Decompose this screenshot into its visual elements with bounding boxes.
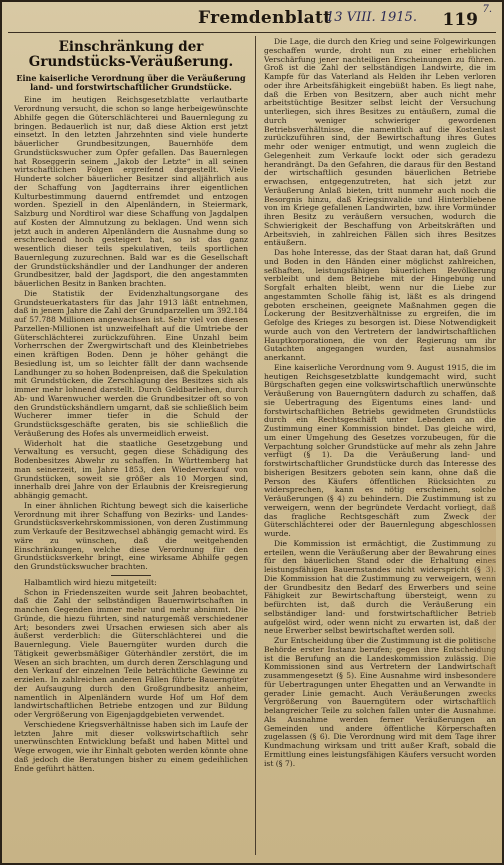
left-paragraph: Eine im heutigen Reichsgesetzblatte verlautbarte Verordnung versucht, die schon so lange herbeigewünschte Abhilfe gegen die Güterschlächterei und Bauernlegung zu bringen. Bedauerlich ist nur, daß diese Aktion erst jetzt einsetzt. In den letzten Jahrzehnten sind viele hunderte bäuerlicher Grundbesitzungen, Bauernhöfe dem Grundstückswucher zum Opfer gefallen. Das Bauernlegen hat Roseggerin seinem „Jakob der Letzte“ in all seinen wirtschaftlichen Folgen ergreifend dargestellt. Viele Hunderte solcher bäuerlicher Besitzer sind alljährlich aus der Schaffung von Jagdterrains ihrer eigentlichen Kulturbestimmung dauernd entfremdet und entzogen worden. Speziell in den Alpenländern, in Steiermark, Salzburg und Nordtirol war diese Schaffung von Jagdalpen auf Kosten der Almnutzung zu beklagen. Und wenn sich jetzt auch in anderen Alpenländern die Ausnahme dung so erschreckend hoch gesteigert hat, so ist das ganz wesentlich dieser teils spekulativen, teils sportlichen Bauernlegung zuzurechnen. Bald war es die Gesellschaft der Grundstückshändler und der Landhunger der anderen Grundbesitzer, bald der Jagdsport, die den angestammten bäuerlichen Besitz in Banken brachten. <box>14 95 248 289</box>
article-title: Einschränkung der Grundstücks-Veräußerung. <box>28 39 234 70</box>
page-number: 119 <box>442 10 478 30</box>
right-paragraph: Das hohe Interesse, das der Staat daran hat, daß Grund und Boden in den Händen einer möglichst zahlreichen, seßhaften, leistungsfähigen bäuerlichen Bevölkerung verbleibt und dem Betriebe mit der Hingebung und Sorgfalt erhalten bleibt, wenn nur die Liebe zur angestammten Scholle fähig ist, läßt es als dringend geboten erscheinen, geeignete Maßnahmen gegen die Lockerung der Besitzverhältnisse zu ergreifen, die im Gefolge des Krieges zu besorgen ist. Diese Notwendigkeit wurde auch von den Vertretern der landwirtschaftlichen Hauptkorporationen, die von der Regierung um ihr Gutachten angegangen wurden, fast ausnahmslos anerkannt. <box>264 248 496 362</box>
section-separator <box>111 575 151 576</box>
page-header <box>8 6 496 33</box>
left-paragraph: Widerholt hat die staatliche Gesetzgebung und Verwaltung es versucht, gegen diese Schädigung des Bodenbesitzes Abwehr zu schaffen. In Württemberg hat man seinerzeit, im Jahre 1853, den Wiederverkauf von Grundstücken, soweit sie größer als 10 Morgen sind, innerhalb drei Jahre von der Erlaubnis der Kreisregierung abhängig gemacht. <box>14 438 248 501</box>
right-paragraph: Eine kaiserliche Verordnung vom 9. August 1915, die im heutigen Reichsgesetzblatte kundgemacht wird, sucht Bürgschaften gegen eine volkswirtschaftlich unerwünschte Veräußerung von Bauerngütern dadurch zu schaffen, daß sie Uebertragung des Eigentums eines land- und forstwirtschaftlichen Betriebs gewidmeten Grundstücks durch ein Rechtsgeschäft unter Lebenden an die Zustimmung einer Kommission bindet. Das gleiche wird, um einer Umgehung des Gesetzes vorzubeugen, für die Verpachtung solcher Grundstücke auf mehr als zehn Jahre verfügt (§ 1). Da die Veräußerung land- und forstwirtschaftlicher Grundstücke durch das Interesse des bisherigen Besitzers geboten sein kann, ohne daß die Person des Käufers öffentlichen Rücksichten zu widersprechen, kann es nötig erscheinen, solche Veräußerungen (§ 4) zu behindern. Die Zustimmung ist zu verweigern, wenn der begründete Verdacht vorliegt, daß das fragliche Rechtsgeschäft zum Zweck der Güterschlächterei oder der Bauernlegung abgeschlossen wurde. <box>264 362 496 538</box>
handwritten-date: 13 VIII. 1915. <box>326 10 417 25</box>
left-paragraph: Schon in Friedenszeiten wurde seit Jahren beobachtet, daß die Zahl der selbständigen Bauernwirtschaften in manchen Gegenden immer mehr und mehr abnimmt. Die Gründe, die hiezu führten, sind naturgemäß verschiedener Art; besonders zwei Ursachen erwiesen sich aber als äußerst verderblich: die Güterschlächterei und die Bauernlegung. Viele Bauerngüter wurden durch die Tätigkeit gewerbsmäßiger Güterhändler zerstört, die im Wesen an sich brachten, um durch deren Zerschlagung und den Verkauf der einzelnen Teile beträchtliche Gewinne zu erzielen. In zahlreichen anderen Fällen führte Bauerngüter der Aufsaugung durch den Großgrundbesitz anheim, namentlich in Alpenländern wurde Hof um Hof dem landwirtschaftlichen Betriebe entzogen und zur Bildung oder Vergrößerung von Eigenjagdgebieten verwendet. <box>14 587 248 720</box>
right-paragraph: Die Kommission ist ermächtigt, die Zustimmung zu erteilen, wenn die Veräußerung aber der Bewahrung eines für den bäuerlichen Stand oder die Erhaltung eines leistungsfähigen Bauernstandes nicht widerspricht (§ 3). Die Kommission hat die Zustimmung zu verweigern, wenn der Grundbesitz den Bedarf des Erwerbers und seine Fähigkeit zur Bewirtschaftung übersteigt, wenn zu befürchten ist, daß durch die Veräußerung ein selbständiger land- und forstwirtschaftlicher Betrieb aufgelöst wird, oder wenn nicht zu erwarten ist, daß der neue Erwerber selbst bewirtschaftet werden soll. <box>264 538 496 636</box>
left-column <box>14 38 248 857</box>
left-paragraph: Verschiedene Kriegsverhältnisse haben sich im Laufe der letzten Jahre mit dieser volkswirtschaftlich sehr unerwünschten Entwicklung befaßt und haben Mittel und Wege erwogen, wie ihr Einhalt geboten werden könnte ohne daß jedoch die Beratungen bisher zu einem gedeihlichen Ende geführt hätten. <box>14 719 248 773</box>
handwritten-mark: 7. <box>482 4 492 15</box>
left-paragraph: Die Statistik der Evidenzhaltungsorgane des Grundsteuerkatasters für das Jahr 1913 läßt entnehmen, daß in jenem Jahre die Zahl der Grundparzellen um 392.184 auf 57.788 Millionen angewachsen ist. Sehr viel von diesen Parzellen-Millionen ist unzweifelhaft auf die Umtriebe der Güterschlächterei zurückzuführen. Eine Unzahl beim Vorherrschen der Zwergwirtschaft und des Kleinbetriebes einen kräftigen Boden. Denn je höher gehängt die Besiedlung ist, um so leichter fällt der dann wachsende Landhunger zu so hohen Bodenpreisen, daß die Spekulation mit Grundstücken, die Zerschlagung des Besitzes sich als immer mehr lohnend darstellt. Durch Geldbarleihen, durch Ab- und Warenwucher werden die Grundbesitzer oft so von den Grundstückshändlern umgarnt, daß sie schließlich beim Wucherer immer tiefer in die Schuld der Grundstücksgeschäfte geraten, bis sie schließlich die Veräußerung des Hofes als unvermeidlich erweist. <box>14 288 248 438</box>
paper-stain <box>480 502 496 712</box>
article-subtitle: Eine kaiserliche Verordnung über die Veräußerung land- und forstwirtschaftlicher Grundstücke. <box>16 73 246 93</box>
left-paragraph: Halbamtlich wird hiezu mitgeteilt: <box>24 577 157 587</box>
right-column <box>264 38 496 857</box>
left-paragraph: In einer ähnlichen Richtung bewegt sich die kaiserliche Verordnung mit ihrer Schaffung von Bezirks- und Landes-Grundstücksverkehrskommissionen, von deren Zustimmung zum Verkaufe der Besitzwechsel abhängig gemacht wird. Es wäre zu wünschen, daß die weitgehenden Einschränkungen, welche diese Verordnung für den Grundstücksverkehr bringt, eine wirksame Abhilfe gegen den Grundstückswucher brachten. <box>14 500 248 572</box>
right-paragraph: Die Lage, die durch den Krieg und seine Folgewirkungen geschaffen wurde, droht nun zu einer erheblichen Verschärfung jener nachteiligen Erscheinungen zu führen. Groß ist die Zahl der selbständigen Landwirte, die im Kampfe für das Vaterland als Helden ihr Leben verloren oder ihre Arbeitsfähigkeit eingebüßt haben. Es liegt nahe, daß die Erben von Besitzern, aber auch nicht mehr arbeitstüchtige Besitzer selbst leicht der Versuchung unterliegen, sich ihres Besitzes zu entäußern, zumal die durch weniger schwieriger gewordenen Betriebsverhältnisse, die namentlich auf die Kostenlast zurückzuführen sind, der Bewirtschaftung ihres Gutes mehr oder weniger entmutigt, und wenn zugleich die Gelegenheit zum Verkaufe lockt oder sich geradezu herandrängt. Da den Gefahren, die daraus für den Bestand der wirtschaftlich gesunden bäuerlichen Betriebe erwachsen, entgegenzutreten, hat sich jetzt zur Veräußerung Anlaß bieten, tritt nunmehr auch noch die Besorgnis hinzu, daß Kriegsinvalide und Hinterbliebene von im Kriege gefallenen Landwirten, bzw. ihre Vormünder ihren Besitz zu veräußern versuchen, wodurch die Schwierigkeit der Beschaffung von Arbeitskräften und Arbeitsvieh, in zahlreichen Fällen sich ihres Besitzes entäußern. <box>264 38 496 248</box>
right-paragraph: Zur Entscheidung über die Zustimmung ist die politische Behörde erster Instanz berufen; gegen ihre Entscheidung ist die Berufung an die Landeskommission zulässig. Die Kommissionen sind aus Vertretern der Landwirtschaft zusammengesetzt (§ 5). Eine Ausnahme wird insbesondere für Uebertragungen unter Ehegatten und an Verwandte in gerader Linie gemacht. Auch Veräußerungen zwecks Vergrößerung von Bauerngütern oder wirtschaftlich belangreicher Teile zu solchen fallen unter die Ausnahme. Als Ausnahme werden ferner Veräußerungen an Gemeinden und andere öffentliche Körperschaften zugelassen (§ 6). Die Verordnung wird mit dem Tage ihrer Kundmachung wirksam und tritt außer Kraft, sobald die Ermittlung eines leistungsfähigen Käufers versucht worden ist (§ 7). <box>264 636 496 768</box>
column-divider <box>255 36 256 855</box>
masthead: Fremdenblatt <box>198 8 332 28</box>
